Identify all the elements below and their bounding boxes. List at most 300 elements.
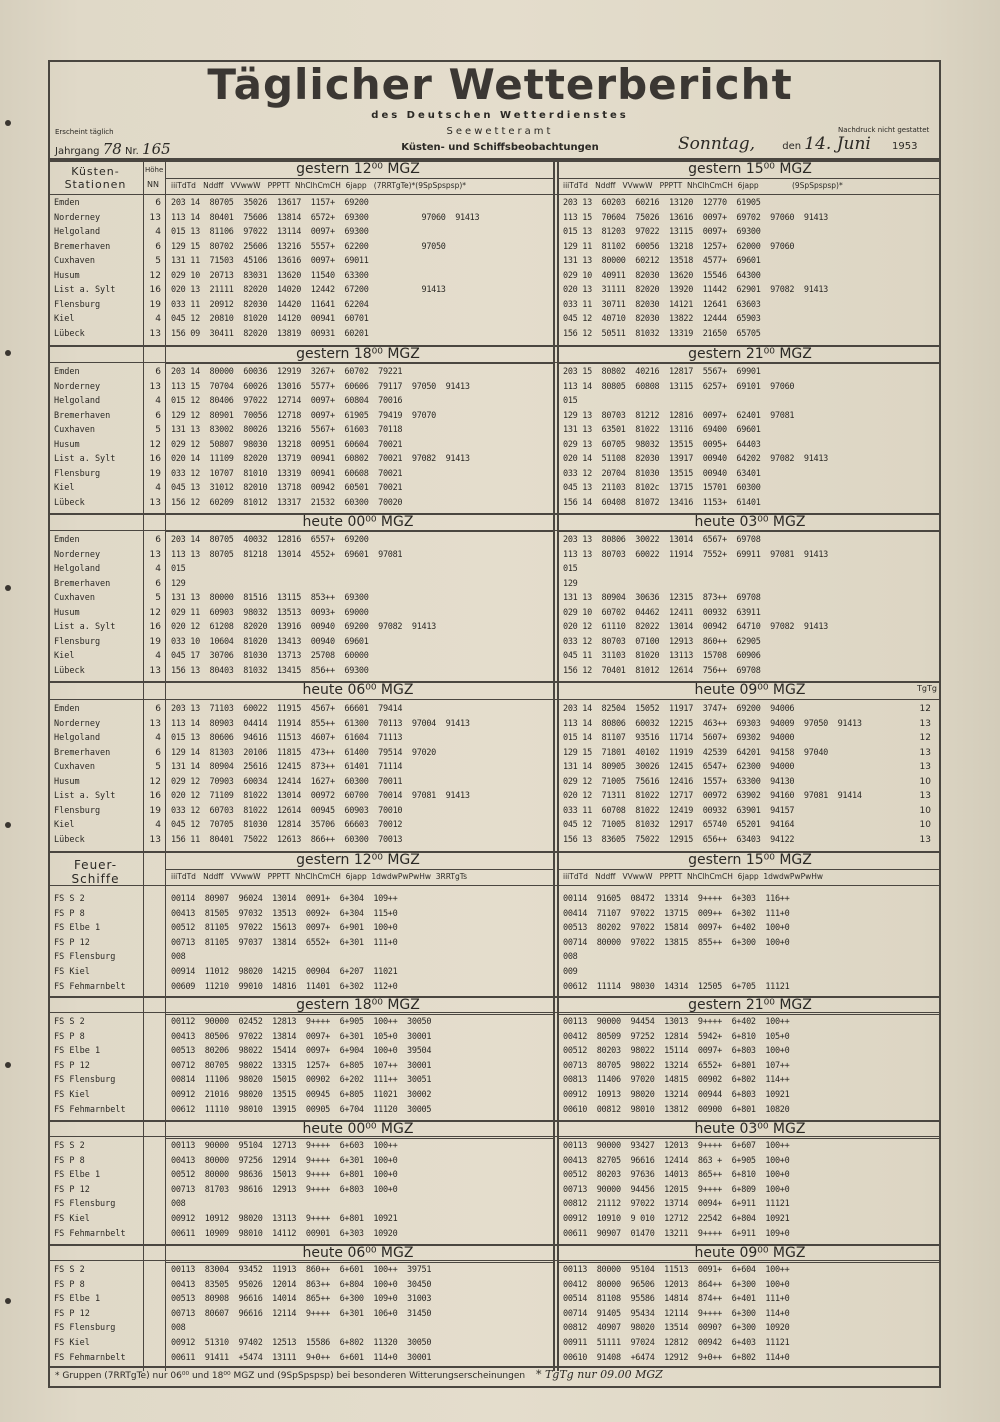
jahrgang-value: 78 [102,140,122,158]
ship-2-obs-right: 00611 90907 01470 13211 9++++ 6+911 109+0 [563,1228,790,1239]
section-title: Küsten- und Schiffsbeobachtungen [401,142,599,153]
ship-2-obs-left: 00113 90000 95104 12713 9++++ 6+603 100++ [171,1141,398,1151]
coast-3-obs-left: 203 13 71103 60022 11915 4567+ 66601 79414 [171,704,403,714]
ship-0-station-name: FS P 8 [54,908,85,919]
ship-1-station-name: FS P 8 [54,1031,85,1042]
ship-0-height-divider [165,851,166,1000]
ship-3-obs-left: 00513 80908 96616 14014 865++ 6+300 109+0 31003 [171,1294,432,1305]
coast-1-station-height: 6 [155,367,161,377]
coast-3-station-name: Kiel [54,820,75,830]
coast-2-title-rule [165,531,553,532]
coast-2-station-height: 12 [149,607,161,618]
punch-hole [5,585,11,591]
coast-1-station-name: Lübeck [54,497,85,508]
coast-1-station-name: List a. Sylt [54,454,116,464]
punch-hole [5,350,11,356]
coast-1-station-height: 6 [155,410,161,421]
coast-0-obs-right: 020 13 31111 82020 13920 11442 62901 97082 91413 [563,285,828,295]
coast-2-obs-left: 015 [171,564,186,574]
coast-3-obs-left: 045 12 70705 81030 12814 35706 66603 70012 [171,820,403,830]
ship-2-obs-right: 00812 21112 97022 13714 0094+ 6+911 11121 [563,1199,790,1210]
coast-2-station-name: Norderney [54,549,101,560]
ship-3-obs-right: 00812 40907 98020 13514 0090? 6+300 10920 [563,1323,790,1334]
coast-0-station-divider [143,160,144,347]
coast-2-obs-right: 033 12 80703 07100 12913 860++ 62905 [563,636,761,647]
coast-0-station-name: Husum [54,270,80,281]
coast-0-obs-right: 015 13 81203 97022 13115 0097+ 69300 [563,227,761,237]
coast-3-period-right: heute 09⁰⁰ MGZ [694,682,806,698]
ship-1-title-rule [557,1014,941,1015]
ship-1-height-divider [165,996,166,1123]
height-label-1: Höhe [145,166,164,174]
ship-0-obs-right: 00714 80000 97022 13815 855++ 6+300 100+0 [563,937,790,948]
ship-2-station-name: FS P 12 [54,1184,90,1195]
coast-3-tt-value: 13 [919,791,931,801]
coast-3-obs-left: 020 12 71109 81022 13014 00972 60700 70014 97081 91413 [171,791,470,801]
coast-3-station-height: 13 [149,718,161,729]
coast-3-station-height: 6 [155,704,161,714]
coast-2-height-divider [165,513,166,684]
coast-3-obs-right: 045 12 71005 81032 12917 65740 65201 94164 [563,820,795,830]
coast-2-obs-right: 203 13 80806 30022 13014 6567+ 69708 [563,535,761,545]
ship-2-obs-right: 00113 90000 93427 12013 9++++ 6+607 100++ [563,1141,790,1151]
ship-1-station-name: FS S 2 [54,1017,85,1027]
ship-0-station-name: FS P 12 [54,937,90,948]
ship-1-period-left: gestern 18⁰⁰ MGZ [296,997,420,1013]
ship-3-obs-right: 00514 81108 95586 14814 874++ 6+401 111+0 [563,1294,790,1305]
coast-3-obs-right: 156 13 83605 75022 12915 656++ 63403 94122 [563,834,795,845]
ship-0-station-name: FS Flensburg [54,952,116,963]
coast-2-obs-right: 156 12 70401 81012 12614 756++ 69708 [563,665,761,676]
ship-0-obs-right: 009 [563,967,578,977]
ship-3-station-name: FS Kiel [54,1338,90,1348]
ship-0-obs-left: 00713 81105 97037 13814 6552+ 6+301 111+0 [171,937,398,948]
ship-3-col-rule [48,1260,941,1261]
coast-3-station-name: Lübeck [54,834,85,845]
date-value: 14. Juni [804,134,871,154]
coast-0-col-head-right: iiiTdTd Nddff VVwwW PPPTT NhClhCmCH 6japp (9SpSpspsp)* [563,181,843,190]
coast-2-obs-left: 045 17 30706 81030 13713 25708 60000 [171,651,369,661]
ship-3-station-name: FS Fehmarnbelt [54,1352,126,1363]
coast-1-station-name: Norderney [54,381,101,392]
coast-0-station-height: 16 [149,285,161,295]
coast-2-station-height: 13 [149,549,161,560]
coast-2-station-name: Cuxhaven [54,593,95,603]
ship-3-period-right: heute 09⁰⁰ MGZ [694,1245,806,1261]
punch-hole [5,1298,11,1304]
coast-0-obs-left: 203 14 80705 35026 13617 1157+ 69200 [171,198,369,208]
ship-3-station-name: FS S 2 [54,1265,85,1275]
ship-2-title-rule [557,1138,941,1139]
coast-label-2: Stationen [64,178,127,191]
coast-0-station-height: 13 [149,212,161,223]
coast-2-station-name: Husum [54,607,80,618]
coast-0-station-name: Lübeck [54,328,85,339]
coast-2-station-name: Emden [54,535,80,545]
coast-1-obs-left: 033 12 10707 81010 13319 00941 60608 70021 [171,468,403,479]
ship-0-title-rule [557,869,941,870]
coast-2-obs-left: 113 13 80705 81218 13014 4552+ 69601 97081 [171,549,403,560]
ship-0-col-rule [48,885,941,886]
coast-1-station-name: Kiel [54,483,75,493]
coast-3-mid-divider [557,681,559,853]
coast-1-obs-right: 203 15 80802 40216 12817 5567+ 69901 [563,367,761,377]
coast-3-tt-head: TgTg [917,684,937,693]
coast-3-station-name: Norderney [54,718,101,729]
ship-0-obs-left: 00609 11210 99010 14816 11401 6+302 112+0 [171,981,398,992]
coast-3-obs-left: 129 14 81303 20106 11815 473++ 61400 79514 97020 [171,747,436,758]
coast-1-obs-right: 045 13 21103 8102c 13715 15701 60300 [563,483,761,493]
coast-3-tt-value: 13 [919,718,931,729]
coast-2-station-name: Lübeck [54,665,85,676]
ship-2-height-divider [165,1120,166,1247]
coast-1-obs-right: 129 13 80703 81212 12816 0097+ 62401 97081 [563,410,795,421]
ship-0-station-name: FS Fehmarnbelt [54,981,126,992]
coast-1-period-right: gestern 21⁰⁰ MGZ [688,346,812,362]
coast-1-obs-right: 020 14 51108 82030 13917 00940 64202 97082 91413 [563,454,828,464]
coast-0-station-name: Norderney [54,212,101,223]
coast-0-obs-right: 131 13 80000 60212 13518 4577+ 69601 [563,256,761,266]
ship-3-obs-right: 00714 91405 95434 12114 9++++ 6+300 114+0 [563,1308,790,1319]
coast-3-station-height: 16 [149,791,161,801]
coast-0-obs-left: 156 09 30411 82020 13819 00931 60201 [171,328,369,339]
coast-3-obs-right: 203 14 82504 15052 11917 3747+ 69200 94006 [563,704,795,714]
coast-0-station-name: Helgoland [54,227,101,237]
ship-0-obs-left: 00114 80907 96024 13014 0091+ 6+304 109++ [171,894,398,904]
ship-0-title-rule [165,869,553,870]
ship-0-col-head-left: iiiTdTd Nddff VVwwW PPPTT NhClhCmCH 6japp 1dwdwPwPwHw 3RRTgTs [171,872,468,881]
ship-0-period-right: gestern 15⁰⁰ MGZ [688,852,812,868]
ship-0-station-name: FS Elbe 1 [54,923,101,934]
coast-3-station-name: List a. Sylt [54,791,116,801]
coast-1-station-divider [143,345,144,516]
coast-2-station-name: Kiel [54,651,75,661]
footnote: * Gruppen (7RRTgTe) nur 06⁰⁰ und 18⁰⁰ MGZ und (9SpSpspsp) bei besonderen Witterungserscheinungen * TgTg nur 09.00 MGZ [55,1368,663,1381]
coast-0-station-height: 6 [155,241,161,252]
height-label-2: NN [147,180,159,189]
coast-1-col-rule [48,362,941,363]
coast-2-station-height: 6 [155,578,161,589]
coast-0-obs-left: 015 13 81106 97022 13114 0097+ 69300 [171,227,369,237]
coast-0-station-height: 12 [149,270,161,281]
ship-0-station-divider [143,851,144,1000]
coast-3-station-name: Cuxhaven [54,762,95,772]
coast-0-station-name: Kiel [54,314,75,324]
coast-2-station-height: 13 [149,665,161,676]
coast-3-station-name: Helgoland [54,733,101,743]
ship-0-mid-divider [557,851,559,1000]
coast-0-period-right: gestern 15⁰⁰ MGZ [688,161,812,177]
coast-3-col-rule [48,699,941,700]
coast-3-station-name: Emden [54,704,80,714]
coast-1-obs-left: 156 12 60209 81012 13317 21532 60300 70020 [171,497,403,508]
ship-3-station-name: FS Elbe 1 [54,1294,101,1305]
ship-0-obs-right: 00414 71107 97022 13715 009++ 6+302 111+0 [563,908,790,919]
coast-1-obs-left: 131 13 83002 80026 13216 5567+ 61603 70118 [171,425,403,435]
coast-3-mid-divider [553,681,555,853]
coast-3-station-height: 19 [149,805,161,816]
coast-0-station-height: 6 [155,198,161,208]
ship-1-obs-left: 00912 21016 98020 13515 00945 6+805 11021 30002 [171,1090,432,1100]
nachdruck-note: Nachdruck nicht gestattet [838,126,930,134]
coast-2-obs-left: 129 [171,578,186,589]
ship-2-station-name: FS Fehmarnbelt [54,1228,126,1239]
coast-2-obs-right: 045 11 31103 81020 13113 15708 60906 [563,651,761,661]
coast-1-station-name: Emden [54,367,80,377]
coast-1-title-rule [557,363,941,364]
year-value: 1953 [892,141,918,152]
ship-2-station-name: FS Flensburg [54,1199,116,1210]
ship-1-obs-right: 00813 11406 97020 14815 00902 6+802 114++ [563,1075,790,1086]
coast-2-station-divider [143,513,144,684]
coast-0-height-divider [165,160,166,347]
coast-3-station-height: 5 [155,762,161,772]
coast-1-obs-right: 033 12 20704 81030 13515 00940 63401 [563,468,761,479]
ship-1-obs-left: 00612 11110 98010 13915 00905 6+704 11120 30005 [171,1104,432,1115]
ship-2-station-divider [143,1120,144,1247]
ship-3-period-left: heute 06⁰⁰ MGZ [302,1245,414,1261]
ship-0-obs-right: 008 [563,952,578,963]
ship-2-station-name: FS S 2 [54,1141,85,1151]
coast-2-obs-right: 129 [563,578,578,589]
ship-2-obs-left: 00611 10909 98010 14112 00901 6+303 10920 [171,1228,398,1239]
ship-2-obs-left: 00912 10912 98020 13113 9++++ 6+801 10921 [171,1214,398,1224]
coast-3-obs-left: 113 14 80903 04414 11914 855++ 61300 70113 97004 91413 [171,718,470,729]
coast-1-obs-left: 129 12 80901 70056 12718 0097+ 61905 79419 97070 [171,410,436,421]
coast-1-obs-left: 015 12 80406 97022 12714 0097+ 60804 70016 [171,396,403,406]
ship-3-obs-left: 00113 83004 93452 11913 860++ 6+601 100++ 39751 [171,1265,432,1275]
coast-3-tt-value: 13 [919,834,931,845]
coast-0-title-rule [165,178,553,179]
coast-0-col-head-left: iiiTdTd Nddff VVwwW PPPTT NhClhCmCH 6japp (7RRTgTe)*(9SpSpspsp)* [171,181,467,190]
coast-3-tt-value: 12 [919,733,931,743]
coast-0-station-name: List a. Sylt [54,285,116,295]
coast-0-obs-left: 029 10 20713 83031 13620 11540 63300 [171,270,369,281]
erscheint-note: Erscheint täglich [55,128,114,136]
ship-2-obs-right: 00713 90000 94456 12015 9++++ 6+809 100+0 [563,1184,790,1195]
coast-1-station-height: 13 [149,381,161,392]
coast-1-obs-left: 113 15 70704 60026 13016 5577+ 60606 79117 97050 91413 [171,381,470,392]
coast-0-obs-right: 045 12 40710 82030 13822 12444 65903 [563,314,761,324]
coast-0-station-height: 5 [155,256,161,266]
coast-1-period-left: gestern 18⁰⁰ MGZ [296,346,420,362]
ship-1-obs-right: 00713 80705 98022 13214 6552+ 6+801 107++ [563,1060,790,1071]
date-line: Sonntag, den 14. Juni 1953 [678,134,918,154]
ship-1-obs-right: 00113 90000 94454 13013 9++++ 6+402 100++ [563,1017,790,1027]
ship-1-mid-divider [557,996,559,1123]
coast-1-obs-right: 113 14 80805 60808 13115 6257+ 69101 97060 [563,381,795,392]
issue-number: 165 [142,140,171,158]
ship-3-obs-right: 00412 80000 96506 12013 864++ 6+300 100+0 [563,1279,790,1290]
coast-3-obs-right: 129 15 71801 40102 11919 42539 64201 94158 97040 [563,747,828,758]
coast-3-station-name: Bremerhaven [54,747,111,758]
ship-1-obs-right: 00912 10913 98020 13214 00944 6+803 10921 [563,1090,790,1100]
coast-2-obs-right: 131 13 80904 30636 12315 873++ 69708 [563,593,761,603]
coast-3-tt-value: 10 [919,805,931,816]
coast-0-obs-right: 029 10 40911 82030 13620 15546 64300 [563,270,761,281]
coast-2-station-name: Helgoland [54,564,101,574]
coast-0-obs-right: 033 11 30711 82030 14121 12641 63603 [563,299,761,310]
coast-1-obs-left: 020 14 11109 82020 13719 00941 60802 70021 97082 91413 [171,454,470,464]
coast-0-obs-left: 131 11 71503 45106 13616 0097+ 69011 [171,256,369,266]
coast-2-station-name: Bremerhaven [54,578,111,589]
coast-0-station-height: 4 [155,314,161,324]
punch-hole [5,822,11,828]
coast-1-station-height: 16 [149,454,161,464]
coast-1-obs-left: 045 13 31012 82010 13718 00942 60501 70021 [171,483,403,493]
coast-3-tt-value: 13 [919,747,931,758]
ship-1-col-rule [48,1012,941,1013]
coast-3-obs-right: 020 12 71311 81022 12717 00972 63902 94160 97081 91414 [563,791,862,801]
ship-1-mid-divider [553,996,555,1123]
coast-3-station-height: 4 [155,820,161,830]
coast-0-obs-left: 020 13 21111 82020 14020 12442 67200 91413 [171,285,446,295]
ship-label-1: Feuer- [73,858,118,872]
ship-2-station-name: FS Kiel [54,1214,90,1224]
coast-2-station-height: 4 [155,564,161,574]
ship-3-station-name: FS Flensburg [54,1323,116,1334]
coast-2-obs-left: 156 13 80403 81032 13415 856++ 69300 [171,665,369,676]
coast-0-obs-left: 033 11 20912 82030 14420 11641 62204 [171,299,369,310]
ship-1-obs-right: 00412 80509 97252 12814 5942+ 6+810 105+0 [563,1031,790,1042]
coast-2-col-rule [48,530,941,531]
ship-2-station-name: FS Elbe 1 [54,1170,101,1181]
ship-0-obs-right: 00114 91605 08472 13314 9++++ 6+303 116++ [563,894,790,904]
coast-3-obs-left: 033 12 60703 81022 12614 00945 60903 70010 [171,805,403,816]
punch-hole [5,1062,11,1068]
ship-3-title-rule [165,1262,553,1263]
ship-2-obs-right: 00413 82705 96616 12414 863 + 6+905 100+0 [563,1155,790,1166]
coast-2-station-height: 6 [155,535,161,545]
ship-3-obs-left: 00611 91411 +5474 13111 9+0++ 6+601 114+0 30001 [171,1352,432,1363]
coast-1-station-height: 4 [155,396,161,406]
coast-0-station-name: Bremerhaven [54,241,111,252]
coast-0-obs-right: 203 13 60203 60216 13120 12770 61905 [563,198,761,208]
ship-3-mid-divider [557,1244,559,1371]
coast-3-station-height: 12 [149,776,161,787]
ship-3-obs-left: 00713 80607 96616 12114 9++++ 6+301 106+0 31450 [171,1308,432,1319]
coast-3-obs-right: 113 14 80806 60032 12215 463++ 69303 94009 97050 91413 [563,718,862,729]
ship-3-station-name: FS P 8 [54,1279,85,1290]
coast-1-station-name: Bremerhaven [54,410,111,421]
ship-1-title-rule [165,1014,553,1015]
coast-0-obs-left: 045 12 20810 81020 14120 00941 60701 [171,314,369,324]
coast-3-obs-right: 029 12 71005 75616 12416 1557+ 63300 94130 [563,776,795,787]
ship-3-obs-right: 00113 80000 95104 11513 0091+ 6+604 100++ [563,1265,790,1275]
coast-2-obs-left: 131 13 80000 81516 13115 853++ 69300 [171,593,369,603]
coast-3-tt-value: 12 [919,704,931,714]
ship-2-title-rule [165,1138,553,1139]
coast-2-station-height: 16 [149,622,161,632]
coast-2-station-name: Flensburg [54,636,101,647]
ship-0-obs-left: 008 [171,952,186,963]
coast-1-station-height: 4 [155,483,161,493]
ship-3-obs-left: 00912 51310 97402 12513 15586 6+802 11320 30050 [171,1338,432,1348]
coast-2-obs-left: 020 12 61208 82020 13916 00940 69200 97082 91413 [171,622,436,632]
ship-2-obs-left: 008 [171,1199,186,1210]
coast-3-height-divider [165,681,166,853]
coast-0-station-height: 13 [149,328,161,339]
coast-1-mid-divider [557,345,559,516]
coast-2-period-right: heute 03⁰⁰ MGZ [694,514,806,530]
coast-3-obs-right: 033 11 60708 81022 12419 00932 63901 94157 [563,805,795,816]
ship-1-station-name: FS Kiel [54,1090,90,1100]
coast-1-station-height: 5 [155,425,161,435]
coast-1-station-name: Cuxhaven [54,425,95,435]
coast-1-station-height: 13 [149,497,161,508]
coast-1-station-height: 12 [149,439,161,450]
ship-3-title-rule [557,1262,941,1263]
coast-3-station-height: 13 [149,834,161,845]
coast-2-station-name: List a. Sylt [54,622,116,632]
coast-0-mid-divider [553,160,555,347]
coast-1-station-name: Flensburg [54,468,101,479]
coast-2-obs-right: 113 13 80703 60022 11914 7552+ 69911 97081 91413 [563,549,828,560]
ship-3-obs-right: 00610 91408 +6474 12912 9+0++ 6+802 114+0 [563,1352,790,1363]
coast-3-obs-left: 029 12 70903 60034 12414 1627+ 60300 70011 [171,776,403,787]
coast-3-obs-right: 015 14 81107 93516 11714 5607+ 69302 94000 [563,733,795,743]
ship-label-2: Schiffe [71,872,120,886]
ship-0-obs-left: 00914 11012 98020 14215 00904 6+207 11021 [171,967,398,977]
coast-3-obs-left: 156 11 80401 75022 12613 866++ 60300 70013 [171,834,403,845]
ship-1-obs-left: 00814 11106 98020 15015 00902 6+202 111++ 30051 [171,1075,432,1086]
coast-0-title-rule [557,178,941,179]
ship-1-obs-left: 00513 80206 98022 15414 0097+ 6+904 100+0 39504 [171,1046,432,1057]
ship-1-station-divider [143,996,144,1123]
coast-2-obs-right: 015 [563,564,578,574]
coast-1-title-rule [165,363,553,364]
ship-0-obs-right: 00513 80202 97022 15814 0097+ 6+402 100+0 [563,923,790,934]
coast-2-station-height: 5 [155,593,161,603]
coast-0-station-name: Cuxhaven [54,256,95,266]
ship-1-station-name: FS P 12 [54,1060,90,1071]
coast-0-obs-right: 129 11 81102 60056 13218 1257+ 62000 97060 [563,241,795,252]
ship-3-obs-right: 00911 51111 97024 12812 00942 6+403 11121 [563,1338,790,1348]
coast-1-obs-left: 203 14 80000 60036 12919 3267+ 60702 79221 [171,367,403,377]
coast-2-obs-left: 029 11 60903 98032 13513 0093+ 69000 [171,607,369,618]
coast-1-station-name: Helgoland [54,396,101,406]
ship-1-station-name: FS Elbe 1 [54,1046,101,1057]
coast-3-tt-value: 10 [919,776,931,787]
ship-2-period-right: heute 03⁰⁰ MGZ [694,1121,806,1137]
ship-2-obs-left: 00512 80000 98636 15013 9++++ 6+801 100+0 [171,1170,398,1181]
coast-3-station-height: 6 [155,747,161,758]
ship-0-mid-divider [553,851,555,1000]
ship-3-obs-left: 00413 83505 95026 12014 863++ 6+804 100+0 30450 [171,1279,432,1290]
coast-2-title-rule [557,531,941,532]
coast-1-obs-right: 015 [563,396,578,406]
ship-2-obs-left: 00713 81703 98616 12913 9++++ 6+803 100+0 [171,1184,398,1195]
ship-0-station-name: FS Kiel [54,967,90,977]
coast-1-obs-right: 029 13 60705 98032 13515 0095+ 64403 [563,439,761,450]
ship-0-col-head-right: iiiTdTd Nddff VVwwW PPPTT NhClhCmCH 6japp 1dwdwPwPwHw [563,872,824,881]
coast-0-mid-divider [557,160,559,347]
coast-label-1: Küsten- [71,165,120,178]
ship-2-obs-right: 00512 80203 97636 14013 865++ 6+810 100+0 [563,1170,790,1181]
ship-3-height-divider [165,1244,166,1371]
coast-3-obs-left: 015 13 80606 94616 11513 4607+ 61604 71113 [171,733,403,743]
coast-1-station-name: Husum [54,439,80,450]
ship-1-obs-left: 00112 90000 02452 12813 9++++ 6+905 100++ 30050 [171,1017,432,1027]
coast-1-station-height: 19 [149,468,161,479]
coast-3-obs-right: 131 14 80905 30026 12415 6547+ 62300 94000 [563,762,795,772]
coast-0-obs-right: 156 12 50511 81032 13319 21650 65705 [563,328,761,339]
ship-3-mid-divider [553,1244,555,1371]
coast-1-mid-divider [553,345,555,516]
coast-2-period-left: heute 00⁰⁰ MGZ [302,514,414,530]
coast-1-obs-right: 156 14 60408 81072 13416 1153+ 61401 [563,497,761,508]
ship-0-obs-left: 00413 81505 97032 13513 0092+ 6+304 115+0 [171,908,398,919]
